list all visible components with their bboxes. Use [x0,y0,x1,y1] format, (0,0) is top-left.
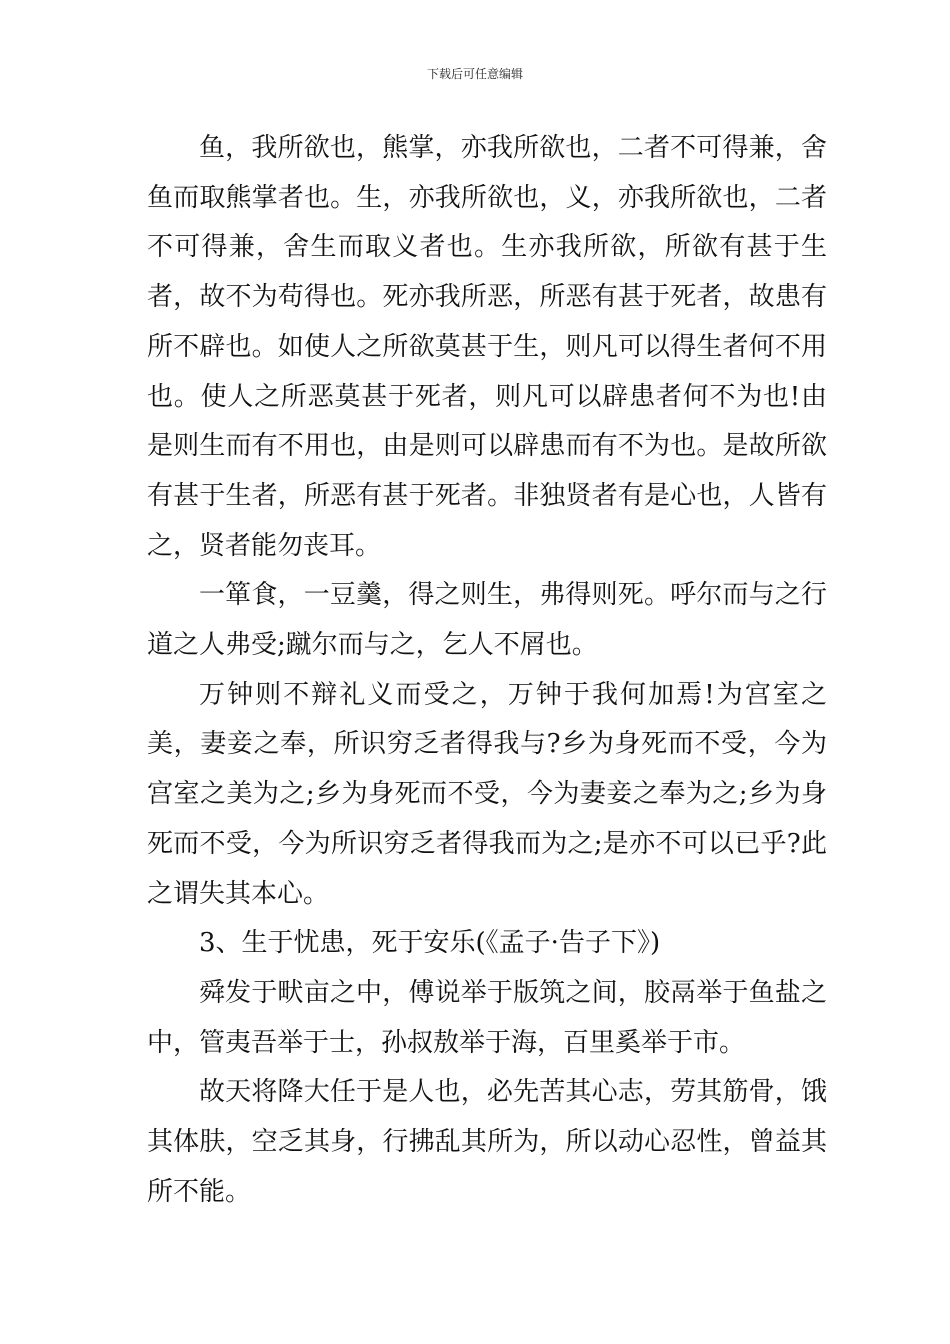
paragraph-ten-thousand-zhong: 万钟则不辩礼义而受之，万钟于我何加焉!为宫室之美，妻妾之奉，所识穷乏者得我与?乡为身死而不受，今为宫室之美为之;乡为身死而不受，今为妻妾之奉为之;乡为身死而不受，今为所识穷乏者得我而为之;是亦不可以已乎?此之谓失其本心。 [147,679,827,909]
paragraph-shun-rose: 舜发于畎亩之中，傅说举于版筑之间，胶鬲举于鱼盐之中，管夷吾举于士，孙叔敖举于海，百里奚举于市。 [147,977,827,1058]
page-header: 下载后可任意编辑 [426,67,523,81]
document-body [147,124,827,1217]
section-heading: 3、生于忧患，死于安乐(《孟子·告子下》) [199,928,661,959]
paragraph-great-task: 故天将降大任于是人也，必先苦其心志，劳其筋骨，饿其体肤，空乏其身，行拂乱其所为，所以动心忍性，曾益其所不能。 [147,1077,827,1207]
paragraph-fish-and-bear-paw: 鱼，我所欲也，熊掌，亦我所欲也，二者不可得兼，舍鱼而取熊掌者也。生，亦我所欲也，义，亦我所欲也，二者不可得兼，舍生而取义者也。生亦我所欲，所欲有甚于生者，故不为苟得也。死亦我所恶，所恶有甚于死者，故患有所不辟也。如使人之所欲莫甚于生，则凡可以得生者何不用也。使人之所恶莫甚于死者，则凡可以辟患者何不为也!由是则生而有不用也，由是则可以辟患而有不为也。是故所欲有甚于生者，所恶有甚于死者。非独贤者有是心也，人皆有之，贤者能勿丧耳。 [147,133,827,561]
paragraph-basket-of-food: 一箪食，一豆羹，得之则生，弗得则死。呼尔而与之行道之人弗受;蹴尔而与之，乞人不屑也。 [147,580,827,661]
